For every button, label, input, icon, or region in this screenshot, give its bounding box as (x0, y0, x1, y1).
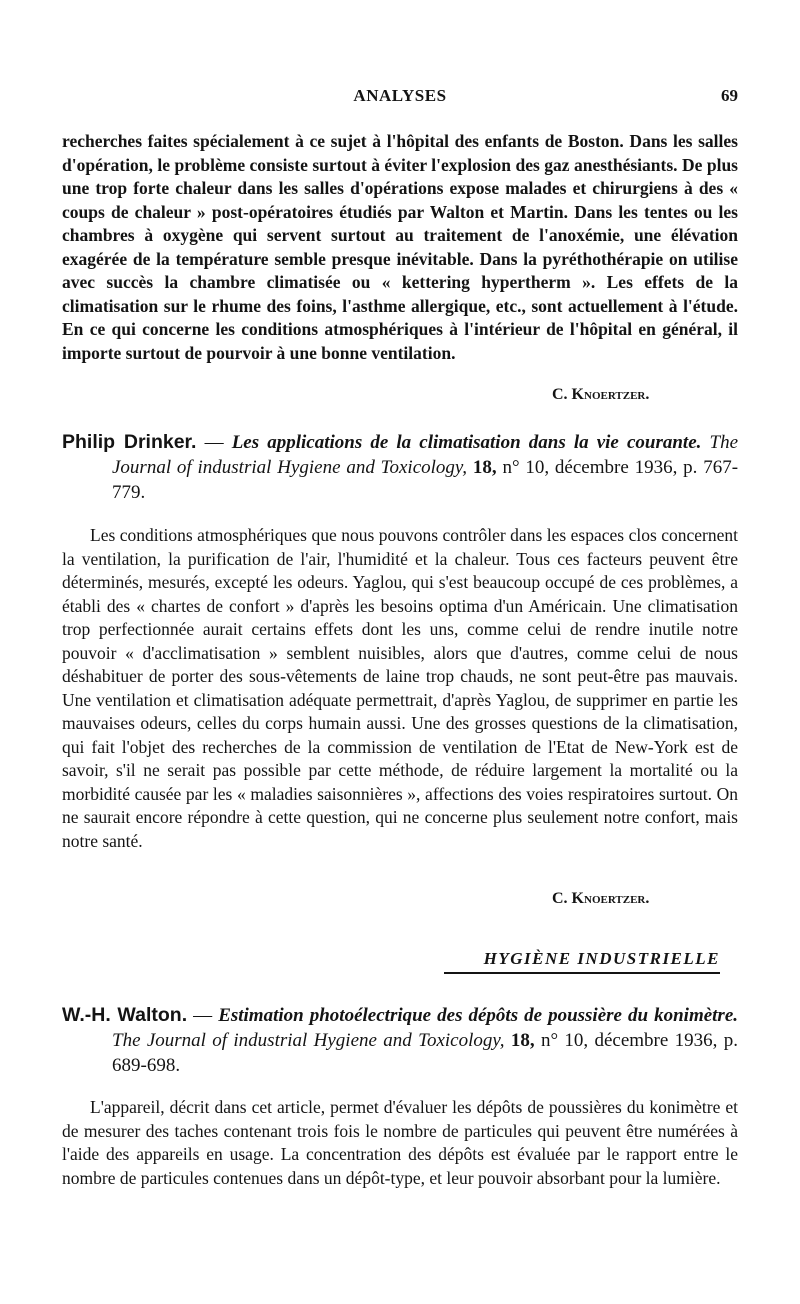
entry-author: Philip Drinker. (62, 431, 197, 453)
entry-journal: The Journal of industrial Hygiene and Toxicology, (112, 432, 738, 478)
entry-title: Estimation photoélectrique des dépôts de poussière du konimètre. (218, 1005, 739, 1026)
entry-details: n° 10, décembre 1936, p. 689-698. (112, 1030, 739, 1076)
paragraph-atmospheric-conditions: Les conditions atmosphériques que nous pouvons contrôler dans les espaces clos concernent la ventilation, la purification de l'air, l'humidité et la chaleur. Tous ces facteurs peuvent être déterminés, mesurés, excepté les odeurs. Yaglou, qui s'est beaucoup occupé de ces problèmes, a établi des « chartes de confort » d'après les besoins optima d'un Américain. Une climatisation trop perfectionnée aurait certains effets dont les uns, comme celui de rendre inutile notre pouvoir « d'acclimatisation » semblent nuisibles, alors que d'autres, comme celui de nous déshabituer de porter des sous-vêtements de laine trop chauds, ne sont peut-être pas mauvais. Une ventilation et climatisation adéquate permettrait, d'après Yaglou, de supprimer en partie les mauvaises odeurs, celles du corps humain aussi. Une des grosses questions de la climatisation, qui fait l'objet des recherches de la commission de ventilation de l'Etat de New-York est de savoir, s'il ne serait pas possible par cette méthode, de réduire largement la mortalité ou la morbidité causée par les « maladies saisonnières », affections des voies respiratoires surtout. On ne saurait encore répondre à cette question, qui ne concerne plus seulement notre confort, mais notre santé. (62, 525, 738, 851)
paragraph-hospital-climatisation: recherches faites spécialement à ce sujet à l'hôpital des enfants de Boston. Dans les salles d'opération, le problème consiste surtout à éviter l'explosion des gaz anesthésiants. De plus une trop forte chaleur dans les salles d'opérations expose malades et chirurgiens à des « coups de chaleur » post-opératoires étudiés par Walton et Martin. Dans les tentes ou les chambres à oxygène qui servent surtout au traitement de l'anoxémie, une élévation exagérée de la température semble presque inévitable. Dans la pyréthothérapie on utilise avec succès la chambre climatisée ou « kettering hypertherm ». Les effets de la climatisation sur le rhume des foins, l'asthme allergique, etc., sont actuellement à l'étude. En ce qui concerne les conditions atmosphériques à l'intérieur de l'hôpital en général, il importe surtout de pourvoir à une bonne ventilation. (62, 131, 738, 363)
running-head (62, 86, 738, 110)
entry-volume: 18, (504, 1030, 535, 1051)
paragraph-konimeter-device: L'appareil, décrit dans cet article, permet d'évaluer les dépôts de poussières du konimètre et de mesurer des taches contenant trois fois le nombre de particules qui peuvent être numérées à l'aide des appareils en usage. La concentration des dépôts est évaluée par le rapport entre le nombre de particules contenues dans un dépôt-type, et leur pouvoir absorbant pour la lumière. (62, 1097, 738, 1188)
signature-knoertzer-2: C. Knoertzer. (552, 890, 650, 907)
bibliographic-entry-drinker (62, 430, 738, 505)
signature-knoertzer-1: C. Knoertzer. (552, 386, 650, 403)
section-heading-industrial-hygiene: HYGIÈNE INDUSTRIELLE (444, 949, 720, 974)
entry-dash: — (187, 1005, 219, 1026)
running-title: ANALYSES (353, 86, 447, 105)
entry-author: W.-H. Walton. (62, 1004, 188, 1026)
entry-dash: — (196, 432, 232, 453)
page-number: 69 (721, 86, 738, 105)
entry-journal: The Journal of industrial Hygiene and Toxicology, (112, 1030, 505, 1051)
entry-title: Les applications de la climatisation dans la vie courante. (231, 432, 702, 453)
entry-volume: 18, (467, 457, 497, 478)
bibliographic-entry-walton (62, 1003, 738, 1078)
entry-details: n° 10, décembre 1936, p. 767-779. (112, 457, 739, 503)
